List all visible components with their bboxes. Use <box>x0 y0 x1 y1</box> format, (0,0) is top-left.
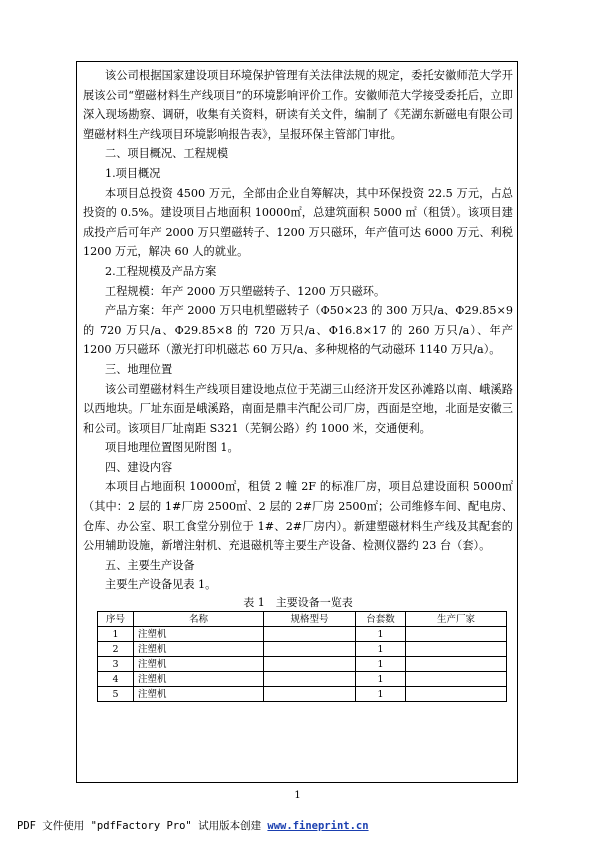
table-caption: 表 1 主要设备一览表 <box>243 596 353 610</box>
header-quantity: 台套数 <box>356 612 406 627</box>
cell-manufacturer <box>406 672 507 687</box>
table-row <box>98 627 507 642</box>
cell-model <box>264 657 356 672</box>
table-row <box>98 672 507 687</box>
equipment-intro: 主要生产设备见表 1。 <box>105 578 217 592</box>
header-name: 名称 <box>134 612 264 627</box>
cell-name: 注塑机 <box>134 627 264 642</box>
cell-model <box>264 642 356 657</box>
cell-name: 注塑机 <box>134 687 264 702</box>
intro-paragraph: 该公司根据国家建设项目环境保护管理有关法律法规的规定，委托安徽师范大学开展该公司“塑磁材料生产线项目”的环境影响评价工作。安徽师范大学接受委托后，立即深入现场勘察、调研，收集有关资料，研读有关文件，编制了《芜湖东新磁电有限公司塑磁材料生产线项目环境影响报告表》，呈报环保主管部门审批。 <box>83 69 513 141</box>
cell-name: 注塑机 <box>134 642 264 657</box>
section-heading-overview: 二、项目概况、工程规模 <box>105 147 229 161</box>
footer-text: PDF 文件使用 "pdfFactory Pro" 试用版本创建 <box>17 820 268 832</box>
cell-index: 2 <box>98 642 134 657</box>
section-heading-location: 三、地理位置 <box>105 362 173 376</box>
table-row <box>98 642 507 657</box>
cell-index: 1 <box>98 627 134 642</box>
cell-manufacturer <box>406 687 507 702</box>
table-row <box>98 687 507 702</box>
engineering-scale-paragraph: 工程规模：年产 2000 万只塑磁转子、1200 万只磁环。 <box>105 284 386 298</box>
cell-model <box>264 672 356 687</box>
construction-paragraph: 本项目占地面积 10000㎡，租赁 2 幢 2F 的标准厂房，项目总建设面积 5000㎡（其中：2 层的 1#厂房 2500㎡、2 层的 2#厂房 2500㎡；公司维修车间、配电房、仓库、办公室、职工食堂分别位于 1#、2#厂房内）。新建塑磁材料生产线及其配套的公用辅助设施，新增注射机、充退磁机等主要生产设备、检测仪器约 23 台（套）。 <box>83 480 513 553</box>
product-plan-paragraph: 产品方案：年产 2000 万只电机塑磁转子（Φ50×23 的 300 万只/a、Φ29.85×9 的 720 万只/a、Φ29.85×8 的 720 万只/a、Φ16.8×17 的 260 万只/a）、年产 1200 万只磁环（激光打印机磁芯 60 万只/a、多种规格的气动磁环 1140 万只/a）。 <box>83 304 513 357</box>
page-number: 1 <box>294 790 301 801</box>
header-manufacturer: 生产厂家 <box>406 612 507 627</box>
section-heading-equipment: 五、主要生产设备 <box>105 558 195 572</box>
equipment-table <box>97 611 507 702</box>
cell-quantity: 1 <box>356 657 406 672</box>
cell-quantity: 1 <box>356 672 406 687</box>
table-row <box>98 657 507 672</box>
cell-manufacturer <box>406 657 507 672</box>
document-body <box>83 66 513 702</box>
cell-name: 注塑机 <box>134 657 264 672</box>
cell-index: 4 <box>98 672 134 687</box>
subheading-project-overview: 1.项目概况 <box>105 166 161 180</box>
cell-quantity: 1 <box>356 627 406 642</box>
pdf-footer <box>17 818 369 833</box>
cell-quantity: 1 <box>356 687 406 702</box>
cell-manufacturer <box>406 642 507 657</box>
location-paragraph: 该公司塑磁材料生产线项目建设地点位于芜湖三山经济开发区孙滩路以南、峨溪路以西地块。厂址东面是峨溪路，南面是鼎丰汽配公司厂房，西面是空地，北面是安徽三和公司。该项目厂址南距 S321（芜铜公路）约 1000 米，交通便利。 <box>83 382 513 435</box>
cell-manufacturer <box>406 627 507 642</box>
header-model: 规格型号 <box>264 612 356 627</box>
project-overview-paragraph: 本项目总投资 4500 万元，全部由企业自筹解决，其中环保投资 22.5 万元，占总投资的 0.5%。建设项目占地面积 10000㎡，总建筑面积 5000 ㎡（租赁）。该项目建成投产后可年产 2000 万只塑磁转子、1200 万只磁环，年产值可达 6000 万元、利税 1200 万元，解决 60 人的就业。 <box>83 186 513 259</box>
cell-name: 注塑机 <box>134 672 264 687</box>
header-index: 序号 <box>98 612 134 627</box>
footer-link[interactable]: www.fineprint.cn <box>267 820 369 832</box>
location-map-note: 项目地理位置图见附图 1。 <box>105 441 239 455</box>
cell-quantity: 1 <box>356 642 406 657</box>
cell-model <box>264 687 356 702</box>
table-header-row <box>98 612 507 627</box>
cell-model <box>264 627 356 642</box>
cell-index: 3 <box>98 657 134 672</box>
subheading-scale-products: 2.工程规模及产品方案 <box>105 264 217 278</box>
section-heading-construction: 四、建设内容 <box>105 460 173 474</box>
cell-index: 5 <box>98 687 134 702</box>
